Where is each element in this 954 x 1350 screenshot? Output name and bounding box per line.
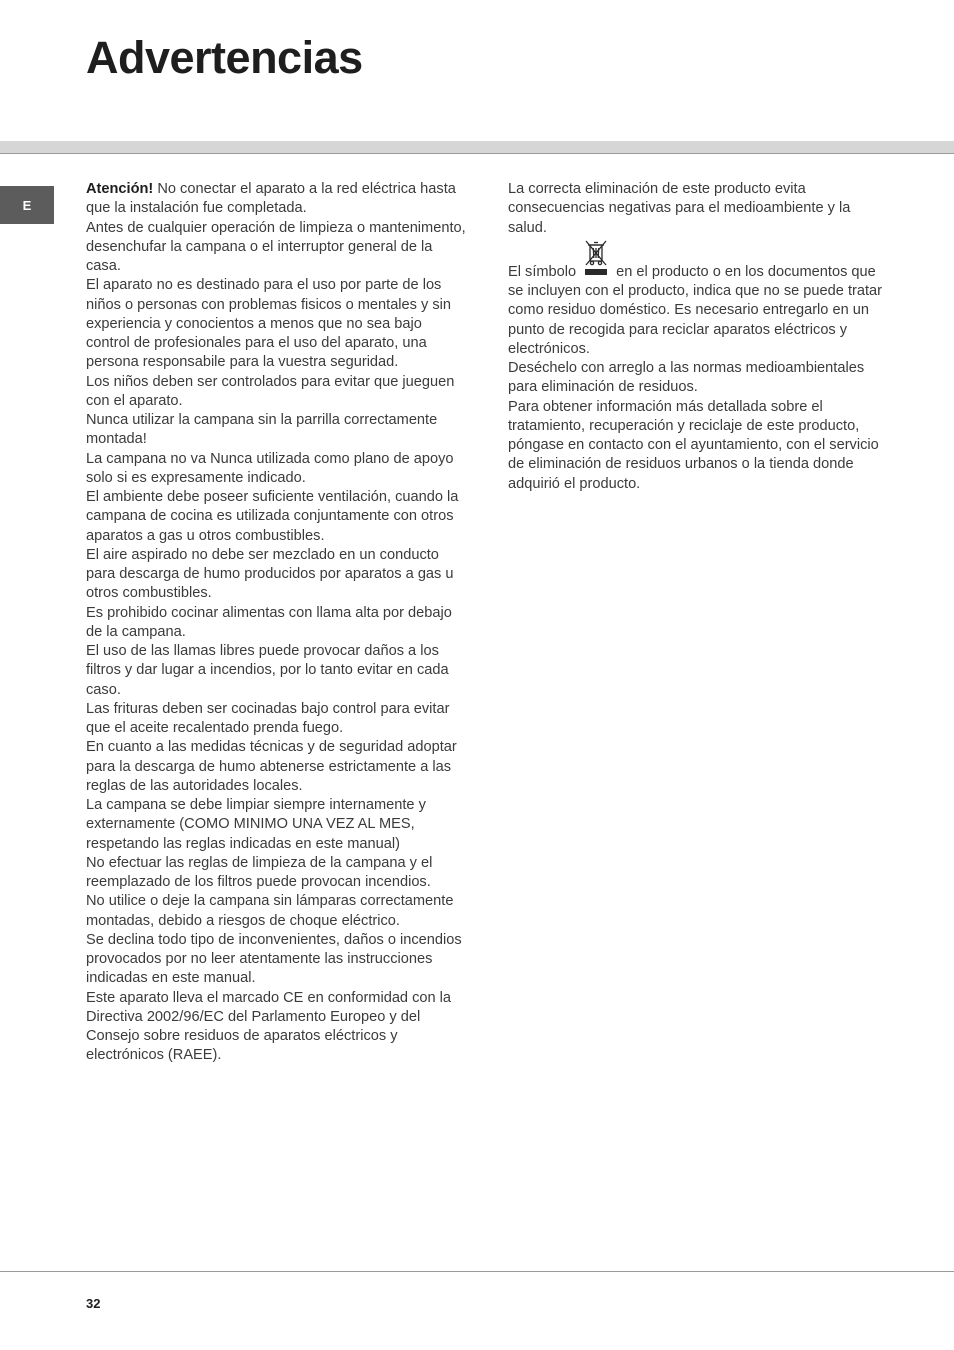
warning-paragraph: Se declina todo tipo de inconvenientes, daños o incendios provocados por no leer atentamente las instrucciones indicadas en este manual.: [86, 931, 462, 987]
warning-paragraph: No utilice o deje la campana sin lámparas correctamente montadas, debido a riesgos de choque eléctrico.: [86, 893, 454, 929]
left-column: [86, 180, 466, 1066]
warning-paragraph: El aparato no es destinado para el uso por parte de los niños o personas con problemas fisicos o mentales y sin experiencia y conocientos a menos que no sea bajo control de profesionales para el uso del aparato, una persona responsabile para la vuestra seguridad.: [86, 277, 452, 371]
warning-paragraph: Nunca utilizar la campana sin la parrilla correctamente montada!: [86, 412, 438, 448]
footer-divider: [0, 1271, 954, 1272]
header-band: [0, 141, 954, 154]
weee-crossed-bin-icon: [582, 238, 610, 278]
language-tab: E: [0, 186, 54, 224]
warning-paragraph: El aire aspirado no debe ser mezclado en un conducto para descarga de humo producidos por aparatos a gas u otros combustibles.: [86, 546, 454, 602]
symbol-text-before: El símbolo: [508, 263, 577, 280]
warning-paragraph: Antes de cualquier operación de limpieza o mantenimento, desenchufar la campana o el interruptor general de la casa.: [86, 219, 466, 274]
attention-label: Atención!: [86, 181, 154, 197]
warning-paragraph: El uso de las llamas libres puede provocar daños a los filtros y dar lugar a incendios, por lo tanto evitar en cada caso.: [86, 643, 449, 698]
page-title: Advertencias: [86, 32, 363, 83]
right-column: [508, 180, 892, 494]
disposal-paragraph: Deséchelo con arreglo a las normas medioambientales para eliminación de residuos.: [508, 360, 865, 396]
warning-paragraph: Las frituras deben ser cocinadas bajo control para evitar que el aceite recalentado prenda fuego.: [86, 700, 450, 736]
warning-paragraph: En cuanto a las medidas técnicas y de seguridad adoptar para la descarga de humo abtenerse estrictamente a las reglas de las autoridades locales.: [86, 739, 457, 794]
page-number: 32: [86, 1296, 101, 1311]
warning-paragraph: No efectuar las reglas de limpieza de la campana y el reemplazado de los filtros puede provocan incendios.: [86, 854, 433, 890]
symbol-text-after: en el producto o en los documentos que se incluyen con el producto, indica que no se puede tratar como residuo doméstico. Es necesario entregarlo en un punto de recogida para reciclar aparatos eléctricos y electrónicos.: [508, 263, 883, 357]
attention-text: No conectar el aparato a la red eléctrica hasta que la instalación fue completada.: [86, 181, 456, 217]
warning-paragraph: Es prohibido cocinar alimentas con llama alta por debajo de la campana.: [86, 604, 452, 640]
disposal-paragraph: Para obtener información más detallada sobre el tratamiento, recuperación y reciclaje de este producto, póngase en contacto con el ayuntamiento, con el servicio de eliminación de residuos urbanos o la tienda donde adquirió el producto.: [508, 398, 879, 492]
disposal-intro: La correcta eliminación de este producto evita consecuencias negativas para el medioambiente y la salud.: [508, 181, 851, 236]
symbol-paragraph: [508, 238, 892, 359]
warning-paragraph: La campana no va Nunca utilizada como plano de apoyo solo si es expresamente indicado.: [86, 450, 454, 486]
warning-paragraph: El ambiente debe poseer suficiente ventilación, cuando la campana de cocina es utilizada conjuntamente con otros aparatos a gas u otros combustibles.: [86, 489, 459, 544]
attention-paragraph: [86, 180, 466, 219]
warning-paragraph: La campana se debe limpiar siempre internamente y externamente (COMO MINIMO UNA VEZ AL MES, respetando las reglas indicadas en este manual): [86, 797, 426, 852]
warning-paragraph: Los niños deben ser controlados para evitar que jueguen con el aparato.: [86, 373, 455, 409]
warning-paragraph: Este aparato lleva el marcado CE en conformidad con la Directiva 2002/96/EC del Parlamento Europeo y del Consejo sobre residuos de aparatos eléctricos y electrónicos (RAEE).: [86, 989, 452, 1064]
